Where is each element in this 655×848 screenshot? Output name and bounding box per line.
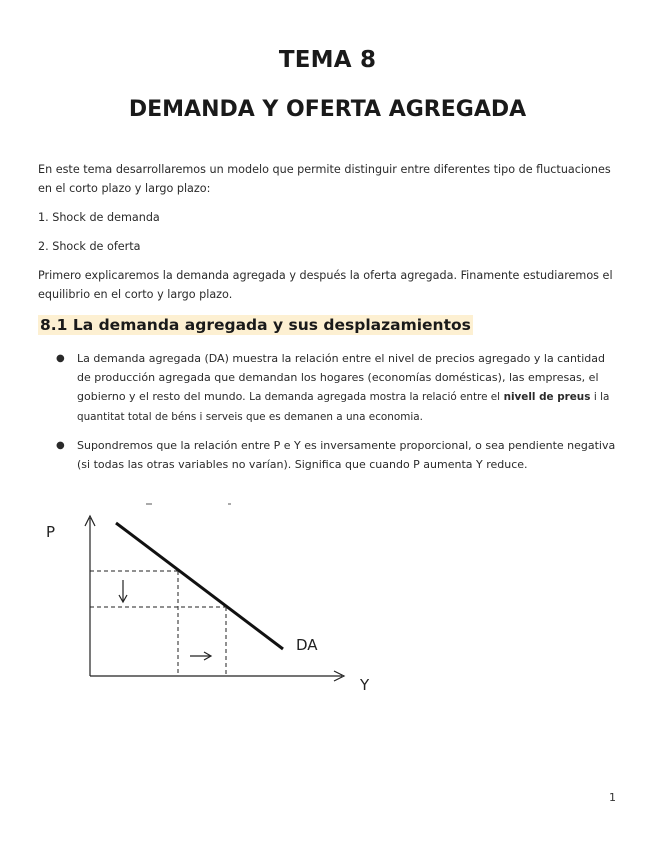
bullet-text-catalan-end: i la quantitat total de béns i serveis que es demanen a una economia. <box>77 391 610 423</box>
section-heading: 8.1 La demanda agregada y sus desplazamientos <box>40 316 471 334</box>
list-item-supply-shock: 2. Shock de oferta <box>38 240 141 253</box>
bullet-text-slope: Supondremos que la relación entre P e Y es inversamente proporcional, o sea pendiente negativa (si todas las otras variables no varían). Significa que cuando P aumenta Y reduce. <box>77 439 616 471</box>
y-axis-label: P <box>46 523 56 541</box>
bullet-list <box>56 349 616 483</box>
bullet-icon: ● <box>56 440 65 451</box>
bullet-text-bold: nivell de preus <box>503 391 591 403</box>
page-title: TEMA 8 <box>278 47 377 73</box>
outline-paragraph: Primero explicaremos la demanda agregada y después la oferta agregada. Finamente estudiaremos el equilibrio en el corto y largo plazo. <box>38 269 613 301</box>
x-axis-label: Y <box>360 676 370 694</box>
bullet-text-catalan: La demanda agregada mostra la relació entre el <box>249 391 501 403</box>
demand-curve-diagram <box>30 496 370 696</box>
bullet-text-spanish: La demanda agregada (DA) muestra la relación entre el nivel de precios agregado y la cantidad de producción agregada que demandan los hogares (economías domésticas), las empresas, el gobierno y el resto del mundo. <box>77 352 606 403</box>
bullet-icon: ● <box>56 353 65 364</box>
demand-curve <box>116 523 283 649</box>
page-subtitle: DEMANDA Y OFERTA AGREGADA <box>128 97 527 122</box>
intro-paragraph: En este tema desarrollaremos un modelo que permite distinguir entre diferentes tipo de fluctuaciones en el corto plazo y largo plazo: <box>38 163 611 195</box>
page-number: 1 <box>609 791 616 804</box>
list-item-demand-shock: 1. Shock de demanda <box>38 211 160 224</box>
bullet-item-slope <box>56 436 616 474</box>
bullet-item-definition <box>56 349 616 427</box>
curve-label: DA <box>296 636 318 654</box>
